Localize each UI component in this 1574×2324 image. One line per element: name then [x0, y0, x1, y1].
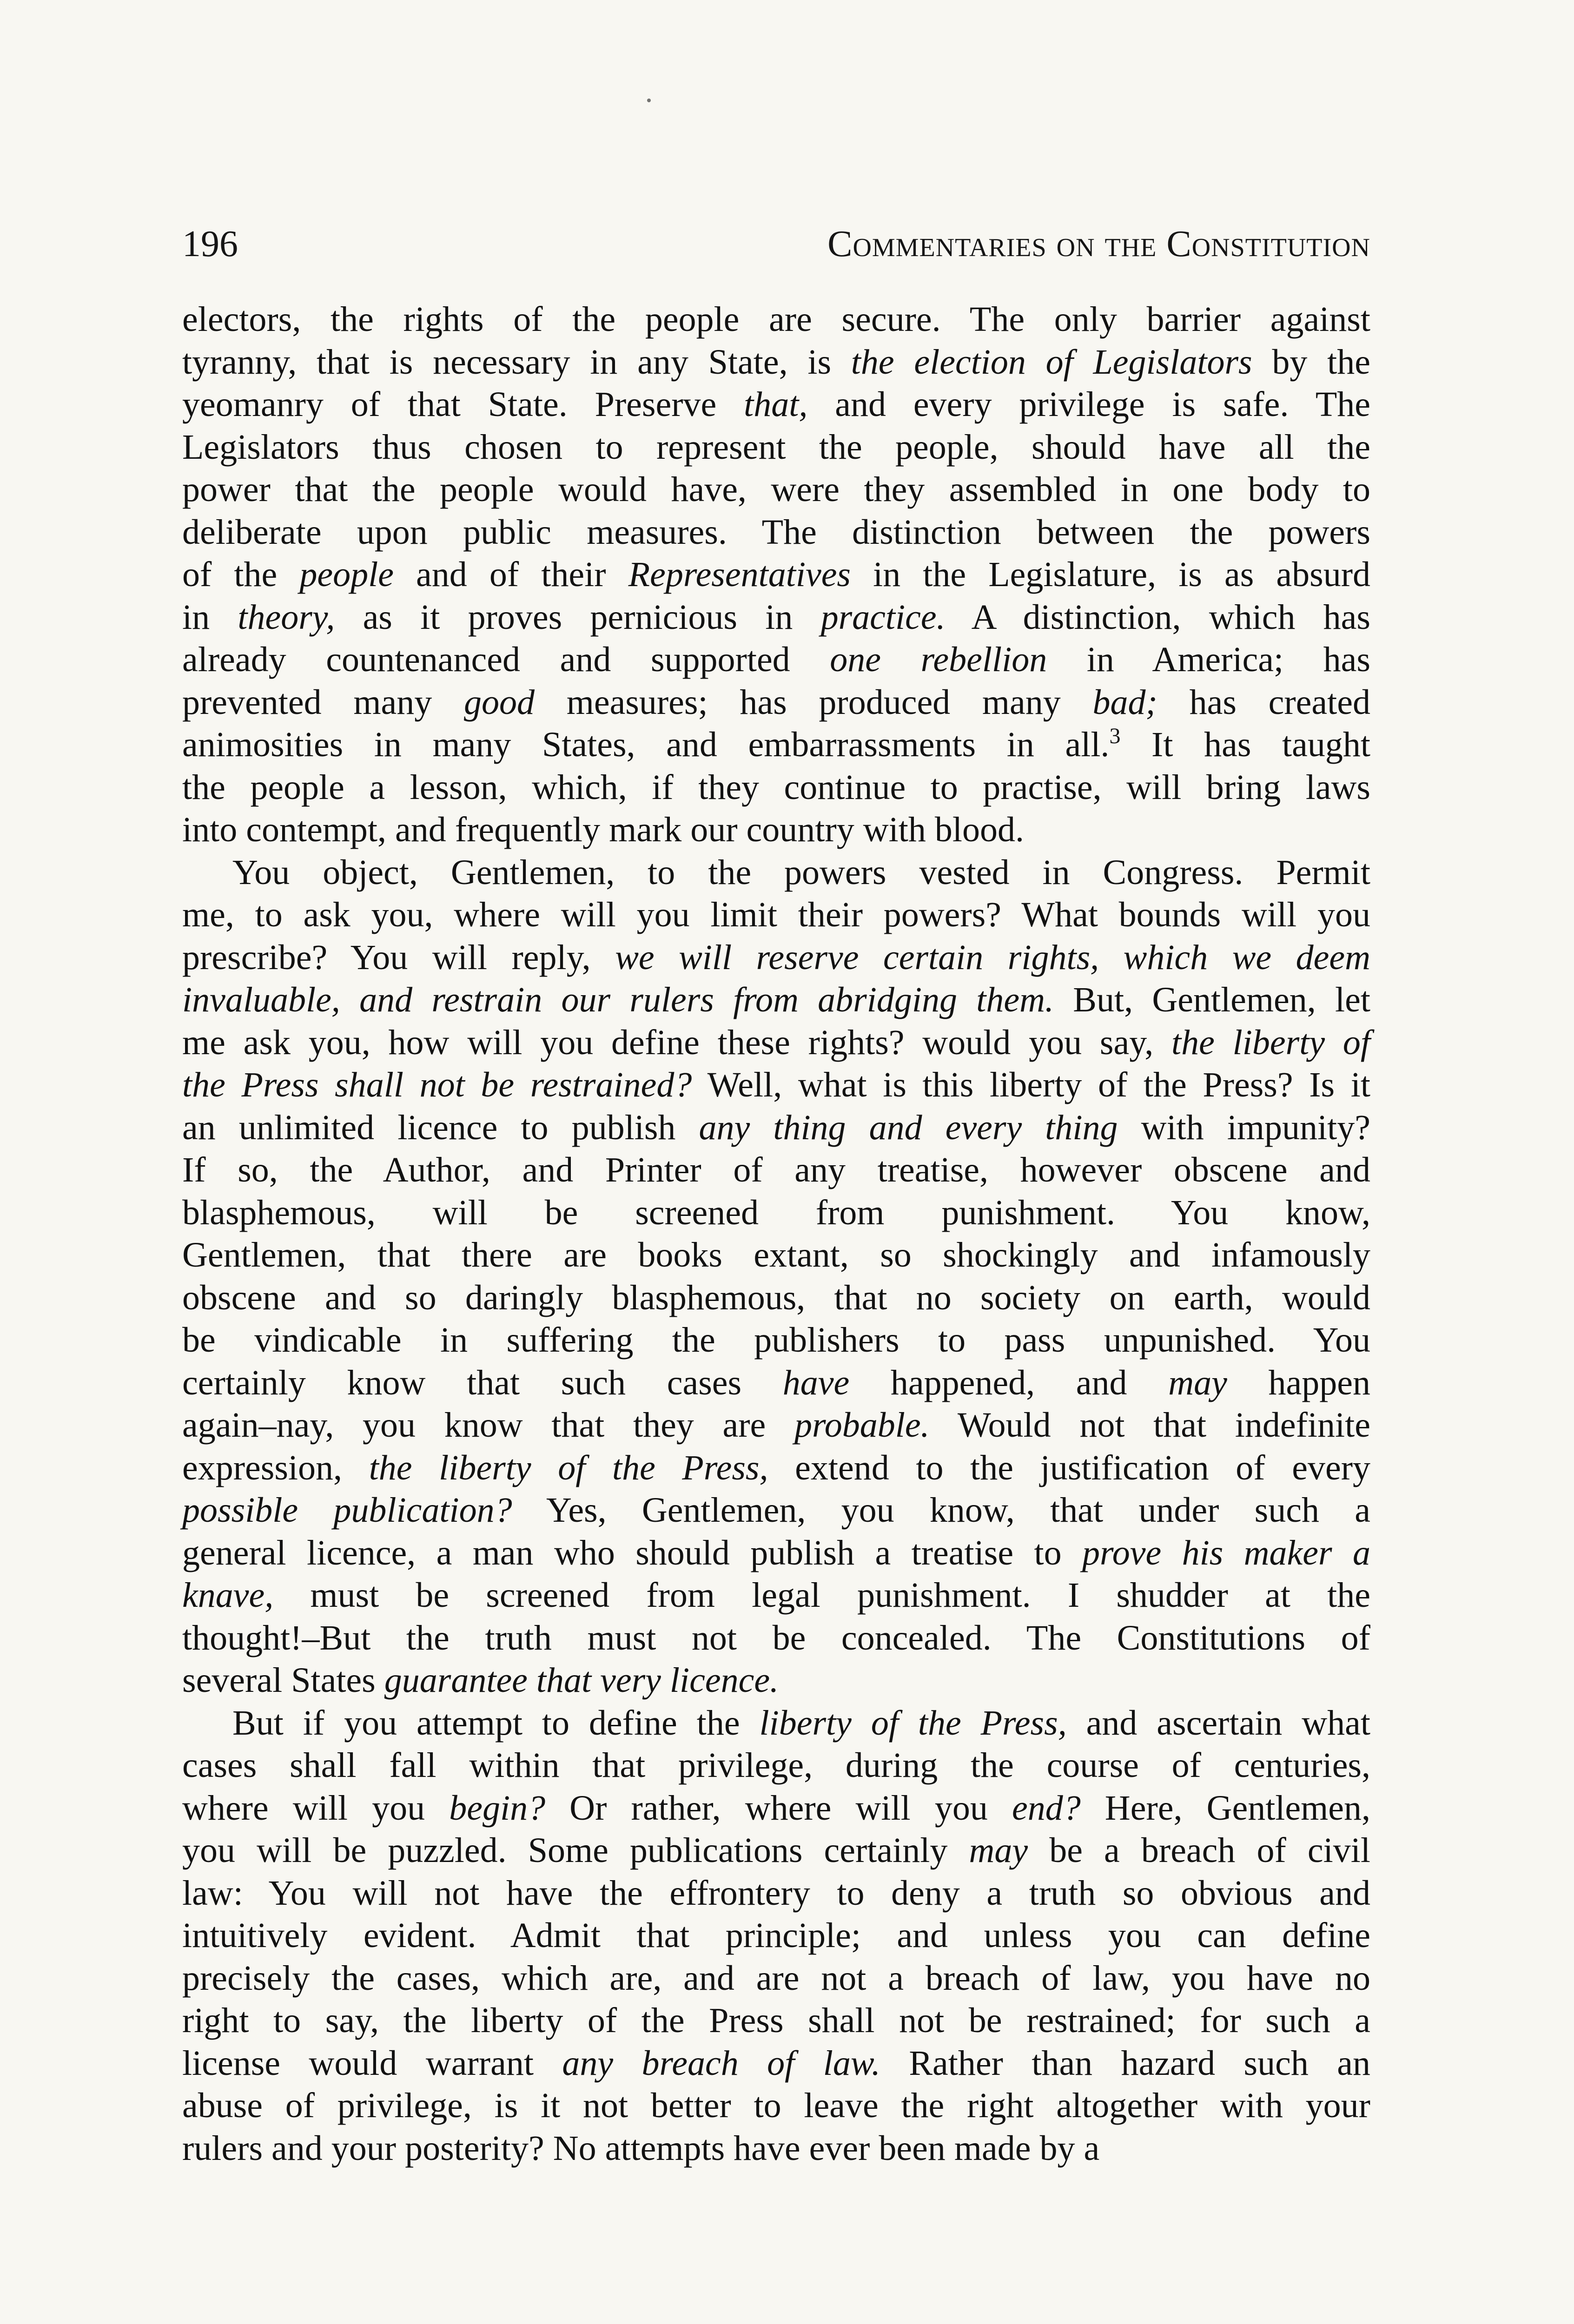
text-run: again–nay, you know that they are	[182, 1406, 794, 1445]
running-head: Commentaries on the Constitution	[827, 224, 1370, 264]
italic-text: that,	[744, 385, 808, 424]
text-line	[182, 1829, 1370, 1872]
text-run: But if you attempt to define the	[232, 1703, 760, 1743]
text-line	[182, 2042, 1370, 2085]
text-run: right to say, the liberty of the Press shall not be restrained; for such a	[182, 2001, 1370, 2040]
paragraph-1	[182, 298, 1370, 852]
text-run: Here, Gentlemen,	[1080, 1788, 1371, 1828]
text-line	[182, 1277, 1370, 1320]
text-line	[182, 1489, 1370, 1532]
italic-text: the election of Legislators	[851, 342, 1252, 382]
text-line	[182, 2000, 1370, 2042]
text-line	[182, 1659, 1370, 1702]
text-line	[182, 469, 1370, 511]
text-run: the people a lesson, which, if they continue to practise, will bring laws	[182, 767, 1370, 807]
text-line	[182, 1787, 1370, 1830]
text-line	[182, 1617, 1370, 1660]
text-line	[182, 383, 1370, 426]
text-run: me ask you, how will you define these rights? would you say,	[182, 1023, 1172, 1062]
text-line	[182, 1447, 1370, 1490]
text-run: me, to ask you, where will you limit their powers? What bounds will you	[182, 895, 1370, 934]
text-run: blasphemous, will be screened from punishment. You know,	[182, 1193, 1370, 1232]
text-run: an unlimited licence to publish	[182, 1108, 699, 1147]
text-run: happen	[1227, 1363, 1371, 1402]
text-line	[182, 554, 1370, 596]
text-run: of the	[182, 555, 300, 594]
italic-text: may	[1168, 1363, 1227, 1402]
text-run: cases shall fall within that privilege, during the course of centuries,	[182, 1746, 1370, 1785]
italic-text: people	[299, 555, 394, 594]
text-run: You object, Gentlemen, to the powers vested in Congress. Permit	[232, 852, 1370, 892]
italic-text: the liberty of	[1171, 1023, 1370, 1062]
text-line	[182, 1574, 1370, 1617]
italic-text: knave,	[182, 1576, 274, 1615]
text-run: animosities in many States, and embarrassments in all.	[182, 725, 1110, 764]
text-line	[182, 2127, 1370, 2170]
text-run: be a breach of civil	[1028, 1831, 1370, 1870]
text-line	[182, 1107, 1370, 1149]
text-line	[182, 341, 1370, 384]
text-run: Rather than hazard such an	[880, 2043, 1370, 2083]
text-run: happened, and	[849, 1363, 1169, 1402]
italic-text: one rebellion	[830, 640, 1047, 679]
text-run: several States	[182, 1661, 384, 1700]
text-line	[182, 426, 1370, 469]
text-run: in the Legislature, is as absurd	[851, 555, 1371, 594]
text-line	[182, 1744, 1370, 1787]
text-line	[182, 1872, 1370, 1915]
text-run: law: You will not have the effrontery to deny a truth so obvious and	[182, 1873, 1370, 1913]
text-line	[182, 1957, 1370, 2000]
italic-text: probable.	[794, 1406, 930, 1445]
italic-text: theory,	[238, 597, 335, 637]
text-line	[182, 681, 1370, 724]
text-run: measures; has produced many	[534, 682, 1093, 722]
text-line	[182, 596, 1370, 639]
text-line	[182, 809, 1370, 852]
text-line	[182, 1022, 1370, 1064]
italic-text: possible publication?	[182, 1491, 512, 1530]
text-run: Would not that indefinite	[929, 1406, 1370, 1445]
italic-text: prove his maker a	[1082, 1533, 1370, 1572]
text-run: and every privilege is safe. The	[807, 385, 1371, 424]
text-line	[182, 894, 1370, 937]
text-run: prescribe? You will reply,	[182, 938, 615, 977]
text-run: in	[182, 597, 238, 637]
text-run: It has taught	[1120, 725, 1370, 764]
text-line	[182, 1234, 1370, 1277]
text-line	[182, 1702, 1370, 1745]
text-run: A distinction, which has	[945, 597, 1370, 637]
text-line	[182, 1319, 1370, 1362]
text-line	[182, 852, 1370, 894]
paragraph-3	[182, 1702, 1370, 2170]
italic-text: practice.	[820, 597, 946, 637]
text-run: prevented many	[182, 682, 464, 722]
text-run: obscene and so daringly blasphemous, that no society on earth, would	[182, 1278, 1370, 1317]
text-line	[182, 979, 1370, 1022]
text-run: certainly know that such cases	[182, 1363, 783, 1402]
text-run: But, Gentlemen, let	[1054, 980, 1370, 1019]
text-run: Or rather, where will you	[545, 1788, 1012, 1828]
italic-text: begin?	[449, 1788, 546, 1828]
page-number: 196	[182, 224, 238, 264]
text-run: as it proves pernicious in	[335, 597, 821, 637]
italic-text: invaluable, and restrain our rulers from abridging them.	[182, 980, 1054, 1019]
text-line	[182, 1915, 1370, 1957]
text-run: has created	[1157, 682, 1370, 722]
text-run: by the	[1252, 342, 1370, 382]
paragraph-2	[182, 852, 1370, 1702]
body-text	[182, 298, 1370, 2170]
text-run: and of their	[393, 555, 628, 594]
text-run: general licence, a man who should publish a treatise to	[182, 1533, 1082, 1572]
text-run: where will you	[182, 1788, 450, 1828]
text-run: and ascertain what	[1066, 1703, 1370, 1743]
text-run: into contempt, and frequently mark our country with blood.	[182, 810, 1024, 849]
text-run: be vindicable in suffering the publishers to pass unpunished. You	[182, 1320, 1370, 1360]
text-run: with impunity?	[1118, 1108, 1370, 1147]
text-run: If so, the Author, and Printer of any treatise, however obscene and	[182, 1150, 1370, 1189]
italic-text: guarantee that very licence.	[384, 1661, 779, 1700]
text-run: license would warrant	[182, 2043, 562, 2083]
text-run: must be screened from legal punishment. I shudder at the	[273, 1576, 1370, 1615]
text-line	[182, 1532, 1370, 1575]
text-run: tyranny, that is necessary in any State, is	[182, 342, 851, 382]
italic-text: end?	[1012, 1788, 1081, 1828]
text-run: Yes, Gentlemen, you know, that under such a	[512, 1491, 1371, 1530]
italic-text: we will reserve certain rights, which we deem	[615, 938, 1371, 977]
text-run: already countenanced and supported	[182, 640, 830, 679]
text-run: electors, the rights of the people are secure. The only barrier against	[182, 300, 1370, 339]
text-run: Legislators thus chosen to represent the people, should have all the	[182, 427, 1370, 467]
text-run: Gentlemen, that there are books extant, so shockingly and infamously	[182, 1235, 1370, 1274]
text-line	[182, 766, 1370, 809]
italic-text: Representatives	[628, 555, 851, 594]
footnote-ref: 3	[1109, 724, 1121, 748]
text-line	[182, 724, 1370, 766]
text-run: deliberate upon public measures. The distinction between the powers	[182, 512, 1370, 552]
text-run: yeomanry of that State. Preserve	[182, 385, 744, 424]
italic-text: have	[782, 1363, 850, 1402]
text-line	[182, 1192, 1370, 1235]
page-header	[182, 218, 1370, 270]
text-line	[182, 1149, 1370, 1192]
text-line	[182, 1404, 1370, 1447]
text-line	[182, 1362, 1370, 1405]
text-run: abuse of privilege, is it not better to leave the right altogether with your	[182, 2086, 1370, 2125]
text-run: in America; has	[1047, 640, 1370, 679]
ink-speck	[647, 99, 651, 102]
italic-text: any thing and every thing	[699, 1108, 1118, 1147]
text-run: expression,	[182, 1448, 369, 1487]
text-line	[182, 937, 1370, 979]
text-run: extend to the justification of every	[768, 1448, 1371, 1487]
italic-text: any breach of law.	[562, 2043, 880, 2083]
italic-text: liberty of the Press,	[759, 1703, 1067, 1743]
italic-text: may	[969, 1831, 1028, 1870]
text-line	[182, 511, 1370, 554]
text-run: power that the people would have, were they assembled in one body to	[182, 470, 1370, 509]
text-run: Well, what is this liberty of the Press? Is it	[692, 1065, 1370, 1104]
text-line	[182, 2085, 1370, 2127]
italic-text: the liberty of the Press,	[369, 1448, 768, 1487]
italic-text: good	[463, 682, 535, 722]
text-run: you will be puzzled. Some publications certainly	[182, 1831, 969, 1870]
italic-text: the Press shall not be restrained?	[182, 1065, 692, 1104]
text-run: thought!–But the truth must not be concealed. The Constitutions of	[182, 1618, 1370, 1657]
text-run: intuitively evident. Admit that principle; and unless you can define	[182, 1916, 1370, 1955]
text-line	[182, 298, 1370, 341]
text-run: rulers and your posterity? No attempts have ever been made by a	[182, 2128, 1100, 2168]
text-line	[182, 1064, 1370, 1107]
text-run: precisely the cases, which are, and are not a breach of law, you have no	[182, 1958, 1370, 1998]
text-line	[182, 639, 1370, 681]
italic-text: bad;	[1092, 682, 1157, 722]
